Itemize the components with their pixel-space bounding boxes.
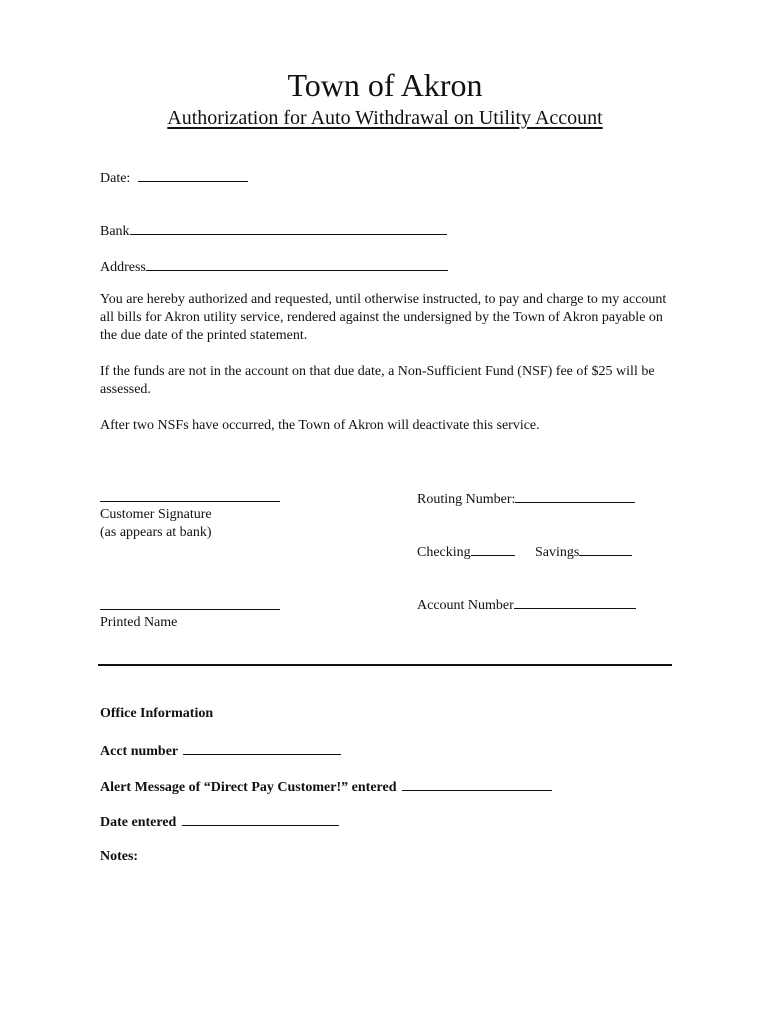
deactivation-paragraph: After two NSFs have occurred, the Town of Akron will deactivate this service. (100, 418, 540, 433)
alert-message-blank[interactable] (402, 777, 552, 791)
date-field (100, 168, 248, 188)
address-label: Address (100, 260, 146, 275)
date-entered-label: Date entered (100, 815, 177, 830)
acct-number-label: Acct number (100, 744, 178, 759)
nsf-fee-paragraph: If the funds are not in the account on that due date, a Non-Sufficient Fund (NSF) fee of $25 will be assessed. (100, 364, 655, 397)
routing-number-label: Routing Number: (417, 492, 516, 507)
account-number-field (417, 595, 636, 615)
bank-field (100, 221, 447, 241)
account-number-label: Account Number (417, 598, 514, 613)
alert-message-field (100, 777, 552, 797)
office-information-heading: Office Information (100, 706, 214, 721)
routing-number-field (417, 489, 635, 509)
form-subtitle: Authorization for Auto Withdrawal on Utility Account (167, 107, 603, 129)
savings-field (535, 542, 632, 562)
date-blank[interactable] (138, 168, 248, 182)
account-number-blank[interactable] (514, 595, 636, 609)
authorization-paragraph: You are hereby authorized and requested, until otherwise instructed, to pay and charge to my account all bills for Akron utility service, rendered against the undersigned by the Town of Akron payable on the due date of the printed statement. (100, 292, 667, 343)
bank-label: Bank (100, 224, 130, 239)
acct-number-field (100, 741, 341, 761)
acct-number-blank[interactable] (183, 741, 341, 755)
printed-name-label: Printed Name (100, 615, 178, 630)
customer-signature-label: Customer Signature (100, 507, 212, 522)
checking-field (417, 542, 515, 562)
date-entered-blank[interactable] (182, 812, 339, 826)
savings-blank[interactable] (579, 542, 632, 556)
section-divider (98, 664, 672, 666)
printed-name-line[interactable] (100, 609, 280, 610)
date-label: Date: (100, 171, 131, 186)
bank-blank[interactable] (130, 221, 447, 235)
customer-signature-line[interactable] (100, 501, 280, 502)
alert-message-label: Alert Message of “Direct Pay Customer!” entered (100, 780, 397, 795)
date-entered-field (100, 812, 339, 832)
address-blank[interactable] (146, 257, 448, 271)
customer-signature-note: (as appears at bank) (100, 525, 212, 540)
savings-label: Savings (535, 545, 580, 560)
address-field (100, 257, 448, 277)
checking-blank[interactable] (471, 542, 515, 556)
checking-label: Checking (417, 545, 471, 560)
notes-label: Notes: (100, 849, 139, 864)
routing-number-blank[interactable] (515, 489, 635, 503)
page-title: Town of Akron (287, 67, 483, 103)
